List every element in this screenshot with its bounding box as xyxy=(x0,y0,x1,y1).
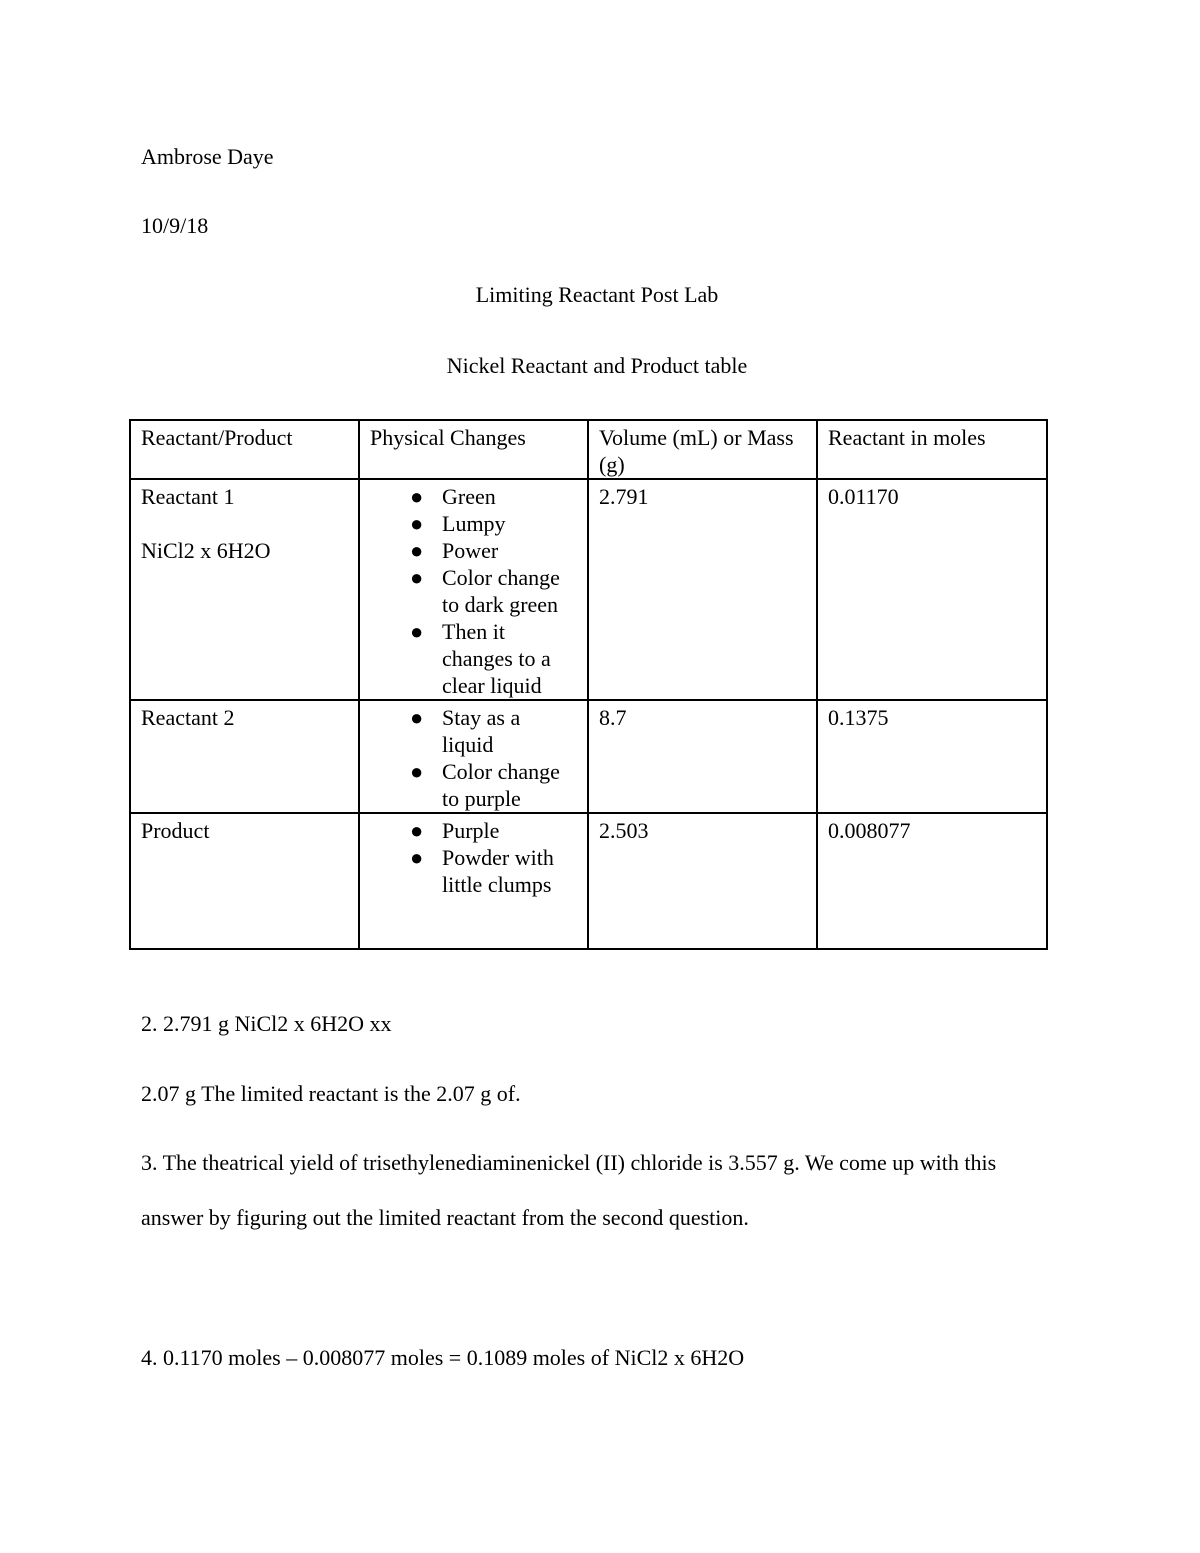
bullet-icon: ● xyxy=(410,759,424,784)
change-text: Stay as a liquid xyxy=(442,705,521,757)
list-item xyxy=(370,817,577,844)
table-header-row xyxy=(130,420,1047,479)
document-title: Limiting Reactant Post Lab xyxy=(475,282,719,307)
answer-q3-line1: 3. The theatrical yield of trisethylenediaminenickel (II) chloride is 3.557 g. We come up with this xyxy=(141,1150,997,1175)
physical-changes-cell xyxy=(359,479,588,700)
answer-q3-line2: answer by figuring out the limited reactant from the second question. xyxy=(141,1205,749,1230)
change-text: Power xyxy=(442,538,499,563)
table-row xyxy=(130,700,1047,813)
bullet-icon: ● xyxy=(410,484,424,509)
list-item xyxy=(370,704,577,758)
change-text: Powder with little clumps xyxy=(442,845,554,897)
answer-q2-line2: 2.07 g The limited reactant is the 2.07 g of. xyxy=(141,1081,521,1106)
change-text: Lumpy xyxy=(442,511,506,536)
change-text: Then it changes to a clear liquid xyxy=(442,619,551,698)
bullet-icon: ● xyxy=(410,818,424,843)
change-text: Green xyxy=(442,484,496,509)
row-name: Product xyxy=(141,818,210,843)
header-moles: Reactant in moles xyxy=(817,420,1047,479)
list-item xyxy=(370,483,577,510)
list-item xyxy=(370,564,577,618)
bullet-icon: ● xyxy=(410,619,424,644)
moles-cell: 0.01170 xyxy=(817,479,1047,700)
list-item xyxy=(370,537,577,564)
bullet-icon: ● xyxy=(410,705,424,730)
bullet-icon: ● xyxy=(410,565,424,590)
change-text: Color change to purple xyxy=(442,759,560,811)
table-row xyxy=(130,813,1047,949)
changes-list xyxy=(370,483,577,699)
bullet-icon: ● xyxy=(410,845,424,870)
row-name-cell xyxy=(130,700,359,813)
table-title: Nickel Reactant and Product table xyxy=(446,353,748,378)
row-name-cell xyxy=(130,479,359,700)
row-name-cell xyxy=(130,813,359,949)
row-formula: NiCl2 x 6H2O xyxy=(141,538,271,563)
list-item xyxy=(370,618,577,699)
header-volume-mass: Volume (mL) or Mass (g) xyxy=(588,420,817,479)
bullet-icon: ● xyxy=(410,538,424,563)
list-item xyxy=(370,758,577,812)
row-name: Reactant 2 xyxy=(141,705,235,730)
amount-cell: 8.7 xyxy=(588,700,817,813)
report-date: 10/9/18 xyxy=(141,213,209,238)
table-row xyxy=(130,479,1047,700)
changes-list xyxy=(370,817,577,898)
moles-cell: 0.008077 xyxy=(817,813,1047,949)
header-reactant-product: Reactant/Product xyxy=(130,420,359,479)
amount-cell: 2.791 xyxy=(588,479,817,700)
physical-changes-cell xyxy=(359,813,588,949)
change-text: Purple xyxy=(442,818,500,843)
list-item xyxy=(370,510,577,537)
reactant-product-table xyxy=(129,419,1048,950)
physical-changes-cell xyxy=(359,700,588,813)
change-text: Color change to dark green xyxy=(442,565,560,617)
amount-cell: 2.503 xyxy=(588,813,817,949)
row-name: Reactant 1 xyxy=(141,484,235,509)
changes-list xyxy=(370,704,577,812)
moles-cell: 0.1375 xyxy=(817,700,1047,813)
answer-q2-line1: 2. 2.791 g NiCl2 x 6H2O xx xyxy=(141,1011,392,1036)
list-item xyxy=(370,844,577,898)
header-physical-changes: Physical Changes xyxy=(359,420,588,479)
bullet-icon: ● xyxy=(410,511,424,536)
author-name: Ambrose Daye xyxy=(141,144,274,169)
answer-q4: 4. 0.1170 moles – 0.008077 moles = 0.1089 moles of NiCl2 x 6H2O xyxy=(141,1345,745,1370)
